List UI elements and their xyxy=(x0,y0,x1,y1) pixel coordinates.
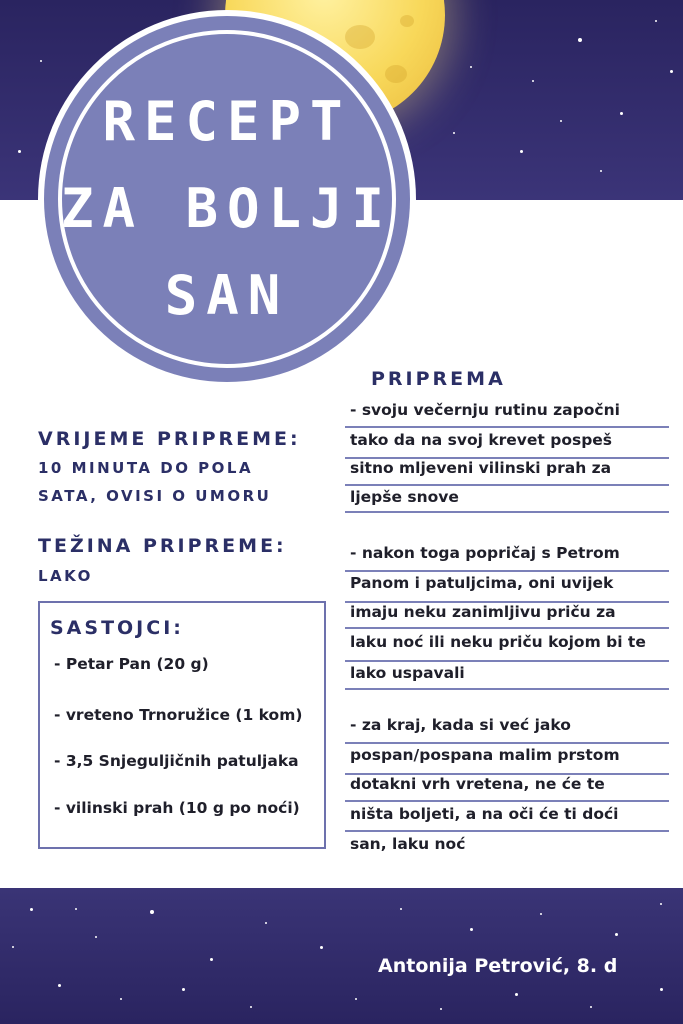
prep-underline xyxy=(345,426,669,428)
preparation-label: PRIPREMA xyxy=(371,368,506,390)
prep-line: tako da na svoj krevet pospeš xyxy=(350,431,613,449)
prep-time-value-2: SATA, OVISI O UMORU xyxy=(38,487,272,505)
prep-underline xyxy=(345,800,669,802)
prep-underline xyxy=(345,627,669,629)
prep-line: pospan/pospana malim prstom xyxy=(350,746,620,764)
title-line-1: RECEPT xyxy=(102,90,352,153)
prep-underline xyxy=(345,830,669,832)
prep-time-value-1: 10 MINUTA DO POLA xyxy=(38,459,254,477)
prep-line: imaju neku zanimljivu priču za xyxy=(350,603,616,621)
prep-line: - svoju večernju rutinu započni xyxy=(350,401,620,419)
ingredients-label: SASTOJCI: xyxy=(50,617,184,639)
prep-underline xyxy=(345,742,669,744)
ingredient-item: - Petar Pan (20 g) xyxy=(54,655,209,673)
ingredient-item: - vilinski prah (10 g po noći) xyxy=(54,799,300,817)
title-line-3: SAN xyxy=(164,264,290,327)
difficulty-label: TEŽINA PRIPREME: xyxy=(38,535,287,557)
ingredient-item: - vreteno Trnoružice (1 kom) xyxy=(54,706,303,724)
prep-line: ništa boljeti, a na oči će ti doći xyxy=(350,805,619,823)
difficulty-value: LAKO xyxy=(38,567,93,585)
prep-line: - nakon toga popričaj s Petrom xyxy=(350,544,620,562)
prep-line: Panom i patuljcima, oni uvijek xyxy=(350,574,614,592)
prep-underline xyxy=(345,484,669,486)
prep-line: san, laku noć xyxy=(350,835,466,853)
prep-line: - za kraj, kada si već jako xyxy=(350,716,571,734)
prep-underline xyxy=(345,511,669,513)
author-signature: Antonija Petrović, 8. d xyxy=(378,955,618,977)
prep-line: laku noć ili neku priču kojom bi te xyxy=(350,633,646,651)
prep-line: dotakni vrh vretena, ne će te xyxy=(350,775,605,793)
prep-line: sitno mljeveni vilinski prah za xyxy=(350,459,612,477)
page-title xyxy=(58,78,396,339)
prep-underline xyxy=(345,570,669,572)
prep-underline xyxy=(345,660,669,662)
ingredient-item: - 3,5 Snjeguljičnih patuljaka xyxy=(54,752,299,770)
prep-line: ljepše snove xyxy=(350,488,459,506)
prep-line: lako uspavali xyxy=(350,664,465,682)
title-line-2: ZA BOLJI xyxy=(60,177,394,240)
prep-underline xyxy=(345,688,669,690)
prep-time-label: VRIJEME PRIPREME: xyxy=(38,428,301,450)
